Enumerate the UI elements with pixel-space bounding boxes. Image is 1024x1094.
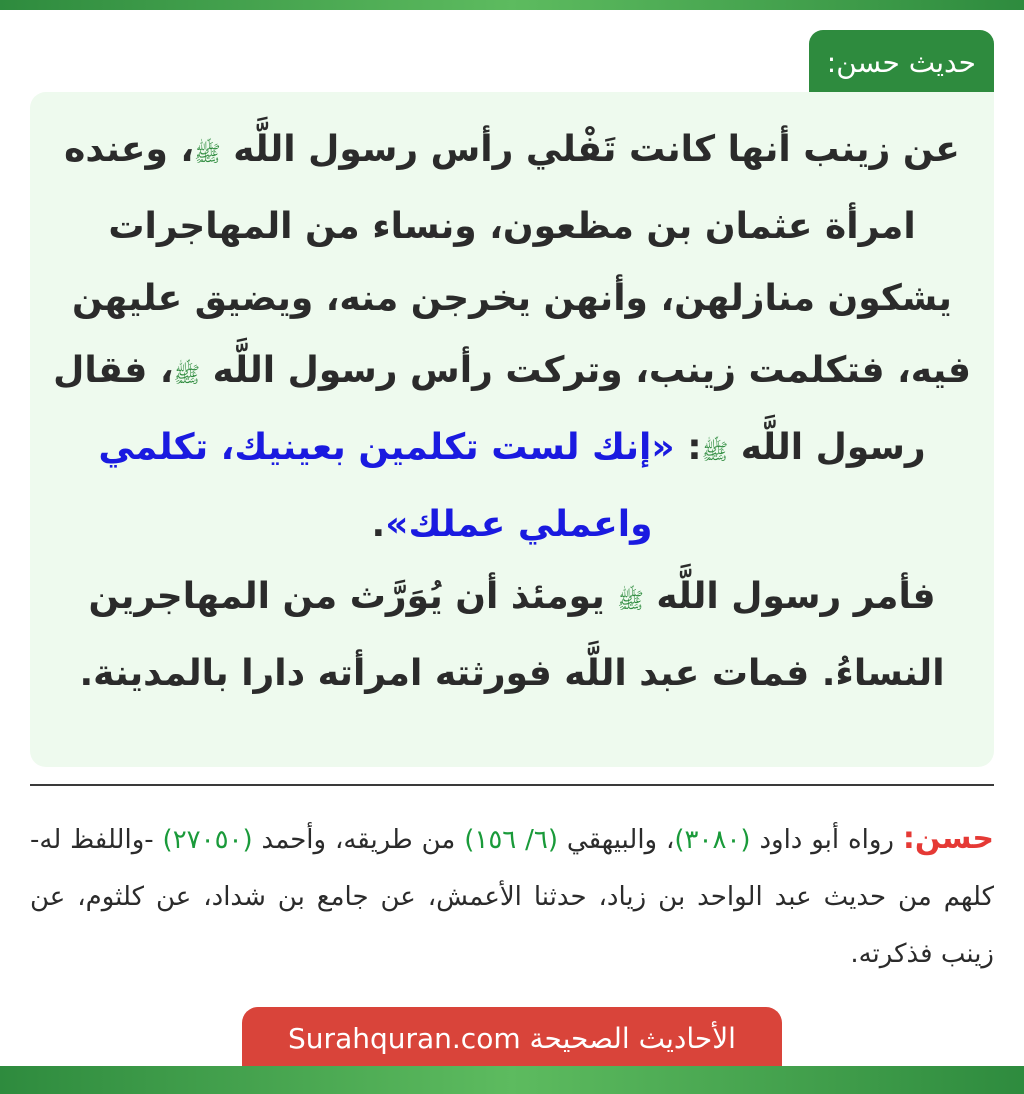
salutation-icon: ﷺ [173, 363, 201, 388]
hadith-text [50, 114, 974, 710]
hadith-line2-start: فأمر رسول اللَّه [656, 576, 936, 617]
divider [30, 784, 994, 786]
hadith-intro: عن زينب أنها كانت تَفْلي رأس رسول اللَّه [233, 129, 960, 170]
reference-abu-dawud: (٣٠٨٠) [674, 825, 751, 855]
source-link[interactable]: الأحاديث الصحيحة Surahquran.com [242, 1007, 782, 1067]
takhrij-part: رواه أبو داود [750, 825, 903, 855]
takhrij-text [30, 810, 994, 983]
top-decor-bar [0, 0, 1024, 10]
grade-tag: حديث حسن: [809, 30, 994, 92]
salutation-icon: ﷺ [194, 142, 221, 167]
takhrij-part: من طريقه، وأحمد [252, 825, 465, 855]
hadith-line2-rest: يومئذ أن يُوَرَّث من المهاجرين النساءُ. فمات عبد اللَّه فورثته امرأته دارا بالمدينة. [79, 576, 945, 694]
prophet-quote: «إنك لست تكلمين بعينيك، تكلمي واعملي عملك» [98, 427, 675, 545]
reference-bayhaqi: (٦/ ١٥٦) [464, 825, 559, 855]
bottom-decor-bar [0, 1066, 1024, 1094]
salutation-icon: ﷺ [617, 589, 644, 614]
takhrij-part: ، والبيهقي [558, 825, 675, 855]
grade-word: حسن: [902, 821, 995, 856]
hadith-middle: ، وعنده امرأة عثمان بن مظعون، ونساء من المهاجرات يشكون منازلهن، وأنهن يخرجن منه، ويضيق عليهن فيه، فتكلمت زينب، وتركت رأس رسول اللَّه [64, 129, 971, 391]
quote-end: . [371, 504, 386, 545]
hadith-said: ، فقال رسول اللَّه [53, 350, 926, 468]
salutation-icon: ﷺ [701, 440, 729, 465]
hadith-box [30, 92, 994, 767]
takhrij-part: -واللفظ له- كلهم من حديث عبد الواحد بن زياد، حدثنا الأعمش، عن جامع بن شداد، عن كلثوم، عن زينب فذكرته. [30, 825, 994, 969]
reference-ahmad: (٢٧٠٥٠) [162, 825, 253, 855]
hadith-colon: : [674, 427, 702, 468]
